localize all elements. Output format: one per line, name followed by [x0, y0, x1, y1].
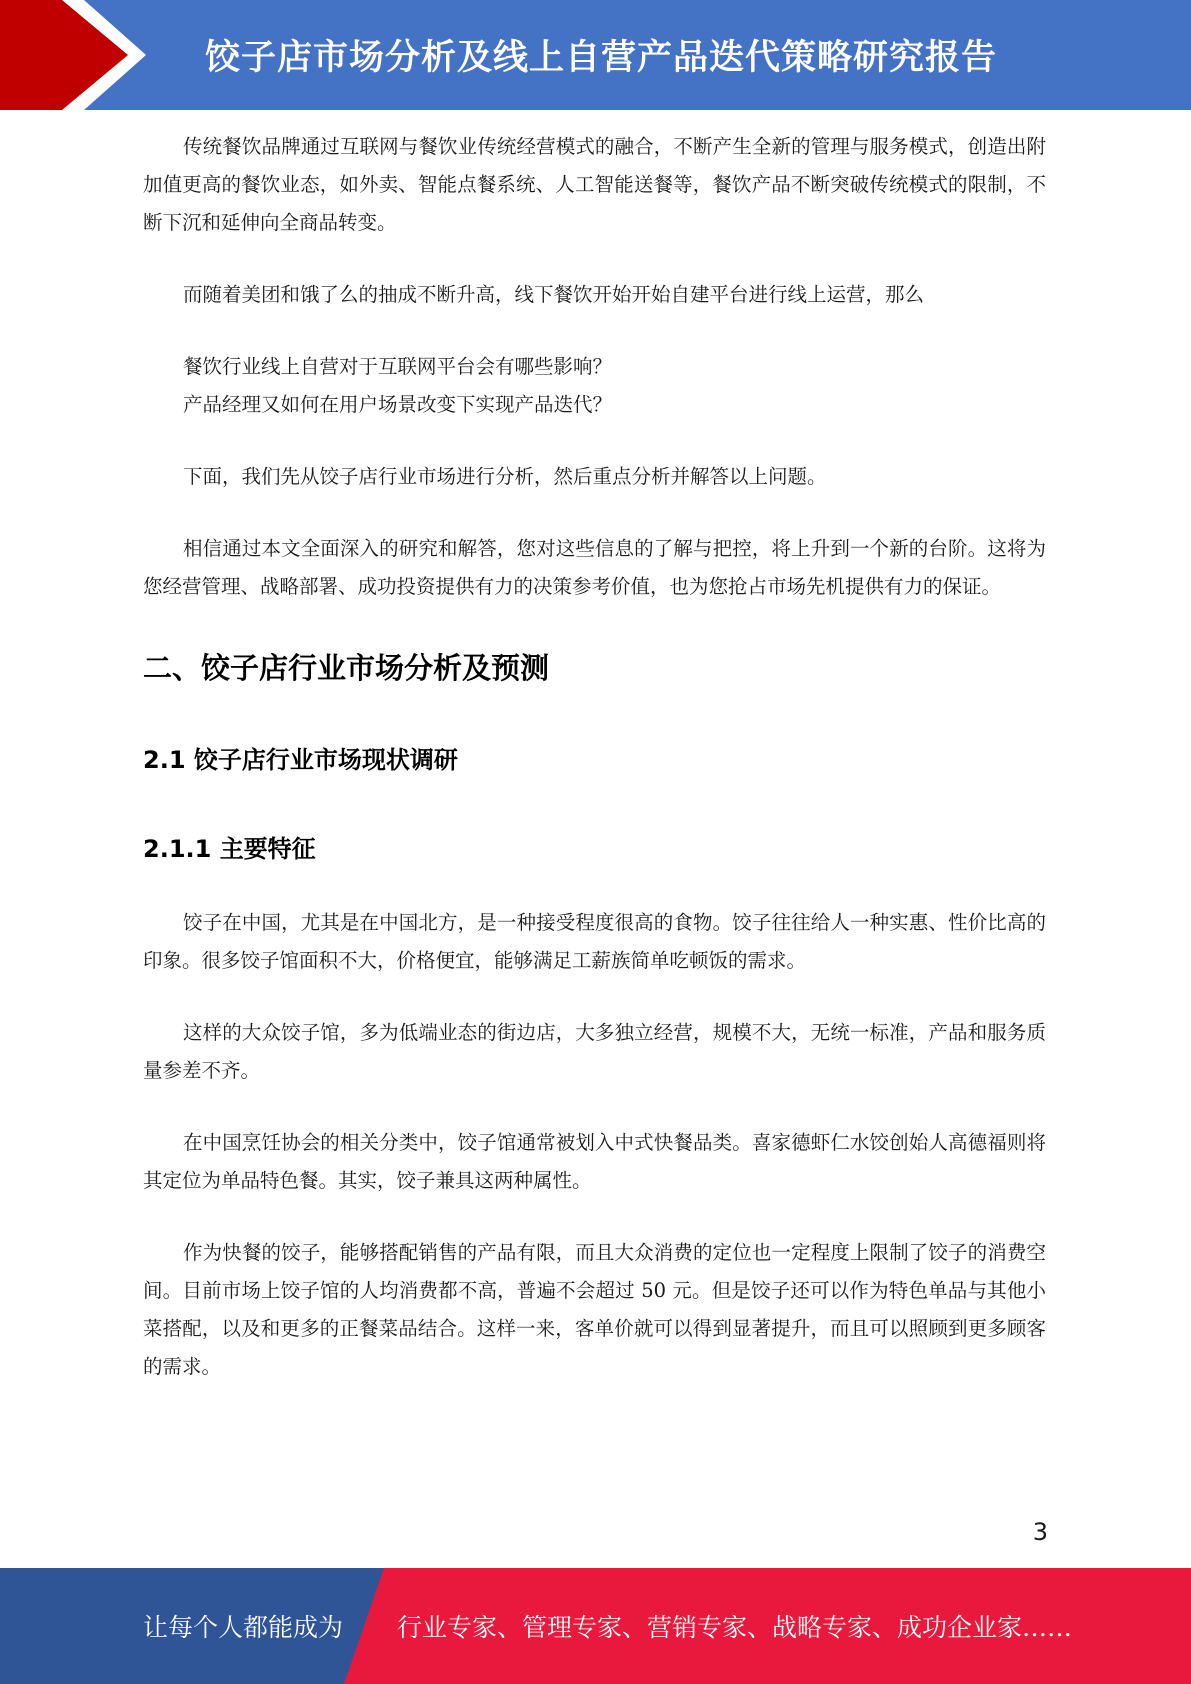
- section-heading: 二、饺子店行业市场分析及预测: [143, 651, 550, 685]
- subsubsection-heading: 2.1.1 主要特征: [143, 835, 316, 863]
- feature-paragraph-3: 在中国烹饪协会的相关分类中，饺子馆通常被划入中式快餐品类。喜家德虾仁水饺创始人高德福则将其定位为单品特色餐。其实，饺子兼具这两种属性。: [143, 1131, 1046, 1192]
- intro-paragraph-4: 相信通过本文全面深入的研究和解答，您对这些信息的了解与把控，将上升到一个新的台阶。这将为您经营管理、战略部署、成功投资提供有力的决策参考价值，也为您抢占市场先机提供有力的保证。: [143, 537, 1046, 598]
- question-2: 产品经理又如何在用户场景改变下实现产品迭代？: [183, 393, 613, 416]
- footer-slogan-left: 让每个人都能成为: [143, 1613, 344, 1642]
- feature-paragraph-4: 作为快餐的饺子，能够搭配销售的产品有限，而且大众消费的定位也一定程度上限制了饺子的消费空间。目前市场上饺子馆的人均消费都不高，普遍不会超过 50 元。但是饺子还可以作为特色单品与其他小菜搭配，以及和更多的正餐菜品结合。这样一来，客单价就可以得到显著提升，而且可以照顾到更多顾客的需求。: [143, 1241, 1046, 1378]
- intro-paragraph-2: 而随着美团和饿了么的抽成不断升高，线下餐饮开始开始自建平台进行线上运营，那么: [183, 283, 925, 306]
- intro-paragraph-1: 传统餐饮品牌通过互联网与餐饮业传统经营模式的融合，不断产生全新的管理与服务模式，创造出附加值更高的餐饮业态，如外卖、智能点餐系统、人工智能送餐等，餐饮产品不断突破传统模式的限制，不断下沉和延伸向全商品转变。: [143, 135, 1046, 234]
- header-title: 饺子店市场分析及线上自营产品迭代策略研究报告: [205, 38, 998, 78]
- page-header: [0, 0, 1191, 110]
- intro-paragraph-3: 下面，我们先从饺子店行业市场进行分析，然后重点分析并解答以上问题。: [183, 465, 827, 488]
- question-1: 餐饮行业线上自营对于互联网平台会有哪些影响？: [183, 355, 613, 378]
- report-body: [143, 128, 1046, 1386]
- page-number: 3: [1032, 1518, 1048, 1546]
- feature-paragraph-1: 饺子在中国，尤其是在中国北方，是一种接受程度很高的食物。饺子往往给人一种实惠、性价比高的印象。很多饺子馆面积不大，价格便宜，能够满足工薪族简单吃顿饭的需求。: [143, 911, 1046, 972]
- subsection-heading: 2.1 饺子店行业市场现状调研: [143, 746, 458, 774]
- footer-slogan-right: 行业专家、管理专家、营销专家、战略专家、成功企业家……: [397, 1613, 1073, 1642]
- feature-paragraph-2: 这样的大众饺子馆，多为低端业态的街边店，大多独立经营，规模不大，无统一标准，产品和服务质量参差不齐。: [143, 1021, 1046, 1082]
- page-footer: [0, 1568, 1191, 1684]
